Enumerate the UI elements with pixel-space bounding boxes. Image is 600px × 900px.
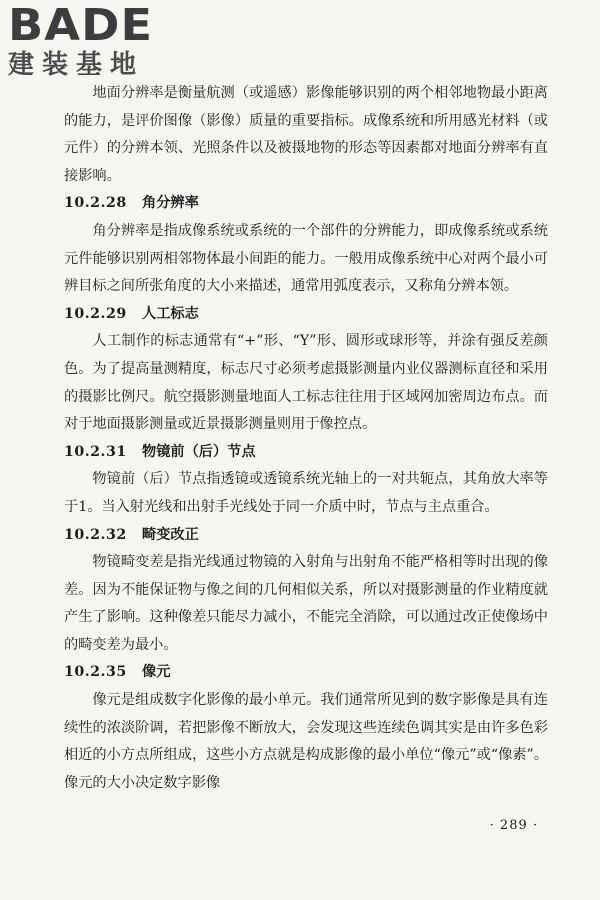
section-body: 人工制作的标志通常有“+”形、“Y”形、圆形或球形等，并涂有强反差颜色。为了提高量测精度，标志尺寸必须考虑摄影测量内业仪器测标直径和采用的摄影比例尺。航空摄影测量地面人工标志往往用于区域网加密周边布点。而对于地面摄影测量或近景摄影测量则用于像控点。 xyxy=(64,333,548,433)
section-10-2-31 xyxy=(64,439,548,522)
section-title: 角分辨率 xyxy=(142,195,199,212)
section-number: 10.2.28 xyxy=(64,195,127,212)
section-number: 10.2.29 xyxy=(64,305,127,322)
section-title: 人工标志 xyxy=(142,305,199,322)
section-heading xyxy=(64,659,548,687)
section-title: 物镜前（后）节点 xyxy=(142,443,256,460)
section-body: 角分辨率是指成像系统或系统的一个部件的分辨能力，即成像系统或系统元件能够识别两相邻物体最小间距的能力。一般用成像系统中心对两个最小可辨目标之间所张角度的大小来描述，通常用弧度表示，又称角分辨本领。 xyxy=(64,222,548,295)
section-body: 像元是组成数字化影像的最小单元。我们通常所见到的数字影像是具有连续性的浓淡阶调，若把影像不断放大，会发现这些连续色调其实是由许多色彩相近的小方点所组成，这些小方点就是构成影像的最小单位“像元”或“像素”。像元的大小决定数字影像 xyxy=(64,692,548,791)
bade-logo xyxy=(8,0,178,80)
section-body: 物镜前（后）节点指透镜或透镜系统光轴上的一对共轭点，其角放大率等于1。当入射光线和出射手光线处于同一介质中时，节点与主点重合。 xyxy=(64,471,548,515)
section-title: 畸变改正 xyxy=(142,526,199,543)
section-heading xyxy=(64,301,548,329)
section-10-2-32 xyxy=(64,522,548,660)
section-number: 10.2.31 xyxy=(64,443,127,460)
section-heading xyxy=(64,522,548,550)
section-10-2-35 xyxy=(64,659,548,797)
intro-paragraph: 地面分辨率是衡量航测（或遥感）影像能够识别的两个相邻地物最小距离的能力，是评价图像（影像）质量的重要指标。成像系统和所用感光材料（或元件）的分辨本领、光照条件以及被摄地物的形态等因素都对地面分辨率有直接影响。 xyxy=(64,85,548,184)
logo-wordmark: BADE xyxy=(8,0,154,51)
section-heading xyxy=(64,190,548,218)
logo-subtitle: 建装基地 xyxy=(8,50,145,80)
section-body: 物镜畸变差是指光线通过物镜的入射角与出射角不能严格相等时出现的像差。因为不能保证物与像之间的几何相似关系，所以对摄影测量的作业精度就产生了影响。这种像差只能尽力减小，不能完全消除，可以通过改正使像场中的畸变差为最小。 xyxy=(64,554,548,653)
section-number: 10.2.32 xyxy=(64,526,127,543)
section-10-2-28 xyxy=(64,190,548,300)
section-10-2-29 xyxy=(64,301,548,439)
page-content xyxy=(64,80,548,797)
section-heading xyxy=(64,439,548,467)
section-number: 10.2.35 xyxy=(64,664,127,681)
page-number: · 289 · xyxy=(489,818,538,833)
section-title: 像元 xyxy=(142,664,171,681)
